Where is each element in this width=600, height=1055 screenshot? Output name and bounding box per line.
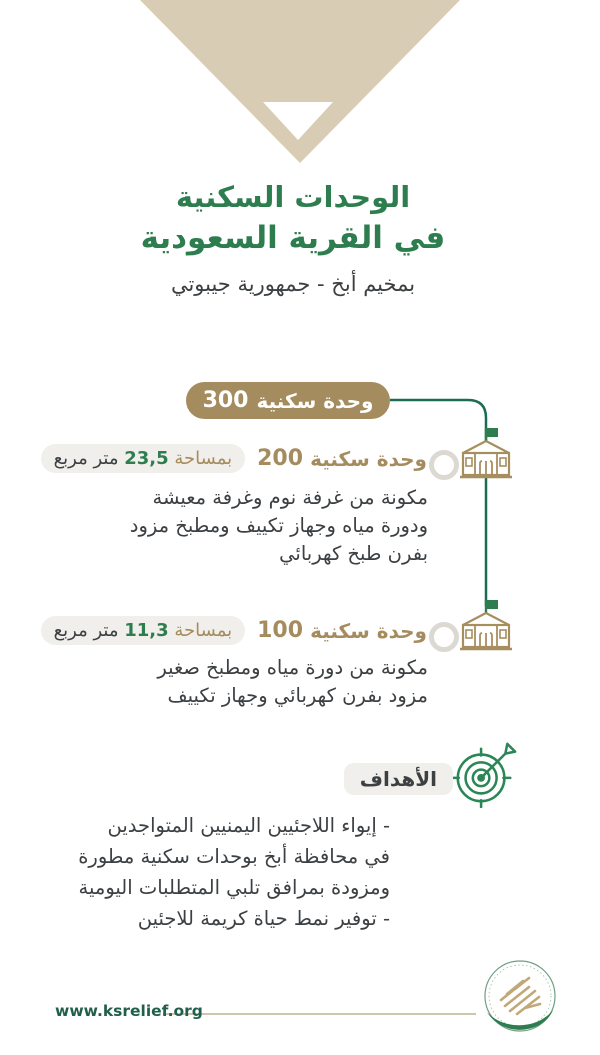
flag-icon — [485, 600, 498, 609]
unit-label: وحدة سكنية — [310, 618, 427, 643]
goal-item: ومزودة بمرافق تلبي المتطلبات اليومية — [78, 876, 390, 899]
goals-heading: الأهداف — [344, 763, 453, 795]
unit-row — [41, 444, 427, 473]
description-line: بفرن طبخ كهربائي — [279, 542, 428, 565]
page-subtitle: بمخيم أبخ - جمهورية جيبوتي — [170, 272, 416, 296]
area-value: 23,5 — [124, 448, 169, 469]
description-line: مكونة من دورة مياه ومطبخ صغير — [157, 656, 428, 679]
description-line: مكونة من غرفة نوم وغرفة معيشة — [152, 486, 428, 509]
footer-divider — [163, 1013, 476, 1015]
building-icon — [455, 599, 517, 653]
flag-icon — [485, 428, 498, 437]
unit-description — [130, 484, 428, 568]
building-icon — [455, 427, 517, 481]
inverted-triangle-icon — [0, 0, 600, 170]
page-title-line2: في القرية السعودية — [140, 220, 446, 256]
area-prefix: بمساحة — [174, 620, 233, 641]
unit-description — [157, 654, 428, 710]
unit-row — [41, 616, 427, 645]
bullet-ring-icon — [429, 622, 459, 652]
bullet-ring-icon — [429, 450, 459, 480]
unit-title — [257, 618, 427, 643]
goal-item: في محافظة أبخ بوحدات سكنية مطورة — [78, 845, 390, 868]
description-line: ودورة مياه وجهاز تكييف ومطبخ مزود — [129, 514, 428, 537]
goal-item: - توفير نمط حياة كريمة للاجئين — [137, 907, 390, 930]
website-url[interactable]: www.ksrelief.org — [55, 1002, 203, 1020]
area-suffix: متر مربع — [53, 448, 119, 469]
goals-list — [78, 810, 390, 934]
total-units-count: 300 — [202, 388, 249, 413]
header-titles — [0, 178, 586, 298]
goal-item: - إيواء اللاجئيين اليمنيين المتواجدين — [107, 814, 390, 837]
area-prefix: بمساحة — [174, 448, 233, 469]
total-units-badge — [186, 382, 390, 419]
total-units-label: وحدة سكنية — [256, 388, 374, 413]
area-value: 11,3 — [124, 620, 169, 641]
unit-label: وحدة سكنية — [310, 446, 427, 471]
page-title-line1: الوحدات السكنية — [175, 180, 411, 214]
area-pill — [41, 444, 246, 473]
unit-count: 200 — [257, 446, 304, 471]
ksrelief-logo — [477, 956, 563, 1042]
area-pill — [41, 616, 246, 645]
target-goals-icon — [450, 740, 518, 808]
description-line: مزود بفرن كهربائي وجهاز تكييف — [167, 684, 428, 707]
unit-title — [257, 446, 427, 471]
unit-count: 100 — [257, 618, 304, 643]
area-suffix: متر مربع — [53, 620, 119, 641]
